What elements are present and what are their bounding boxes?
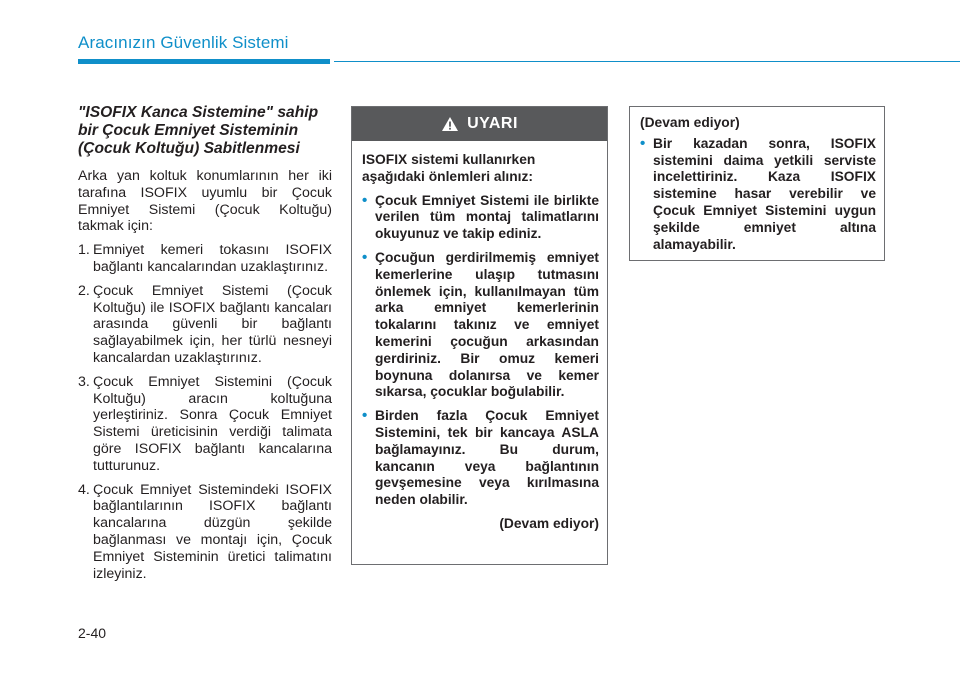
step-number: 3. <box>78 373 90 390</box>
bullet-dot-icon: • <box>640 134 646 152</box>
warning-bullet <box>362 408 599 509</box>
warning-bullet-text: Çocuğun gerdirilmemiş emniyet kemerlerine ulaşıp tutmasını önlemek için, kullanılmayan tüm arka emniyet kemerlerinin tokalarını takınız ve emniyet kemerini çocuğun arkasından gerdiriniz. Bir omuz kemeri boynuna dolanırsa ve kemer sıkarsa, çocuklar boğulabilir. <box>375 249 599 400</box>
warning-intro: ISOFIX sistemi kullanırken aşağıdaki önlemleri alınız: <box>362 152 536 184</box>
step-item <box>78 374 332 475</box>
warning-triangle-icon <box>441 116 459 132</box>
continued-bullet <box>640 136 876 254</box>
bullet-dot-icon: • <box>362 248 368 266</box>
steps-list <box>78 242 332 582</box>
step-text: Çocuk Emniyet Sistemi (Çocuk Koltuğu) ile ISOFIX bağlantı kancaları arasında güvenli bir bağlantı sağlayabilmek için, her türlü nesneyi kancalardan uzaklaştırınız. <box>93 282 332 366</box>
warning-bullet <box>362 250 599 401</box>
page-number: 2-40 <box>78 625 107 641</box>
step-item <box>78 242 332 276</box>
continued-box <box>629 106 885 261</box>
step-item <box>78 482 332 583</box>
warning-bullet-text: Birden fazla Çocuk Emniyet Sistemini, tek bir kancaya ASLA bağlamayınız. Bu durum, kancanın veya bağlantının gevşemesine veya kırılmasına neden olabilir. <box>375 408 599 508</box>
continued-bullets <box>640 136 876 254</box>
step-number: 4. <box>78 481 90 498</box>
continued-bullet-text: Bir kazadan sonra, ISOFIX sistemini daima yetkili serviste incelettiriniz. Kaza ISOFIX sistemine hasar verebilir ve Çocuk Emniyet Sistemini uygun şekilde emniyet altına alamayabilir. <box>653 135 876 252</box>
section-title: Aracınızın Güvenlik Sistemi <box>78 33 289 52</box>
step-text: Çocuk Emniyet Sistemini (Çocuk Koltuğu) aracın koltuğuna yerleştiriniz. Sonra Çocuk Emniyet Sistemi üreticisinin verdiği talimata göre ISOFIX bağlantı kancalarına tutturunuz. <box>93 373 332 474</box>
warning-header <box>352 107 607 141</box>
bullet-dot-icon: • <box>362 407 368 425</box>
warning-title: UYARI <box>467 115 518 132</box>
warning-bullet-text: Çocuk Emniyet Sistemi ile birlikte verilen tüm montaj talimatlarını okuyunuz ve takip ediniz. <box>375 192 599 242</box>
header-rule-thick <box>78 59 330 64</box>
step-number: 2. <box>78 282 90 299</box>
left-column <box>78 104 332 589</box>
warning-bullets <box>362 193 599 509</box>
section-heading: "ISOFIX Kanca Sistemine" sahip bir Çocuk Emniyet Sisteminin (Çocuk Koltuğu) Sabitlenmesi <box>78 104 319 157</box>
warning-continued: (Devam ediyor) <box>499 515 599 531</box>
bullet-dot-icon: • <box>362 191 368 209</box>
warning-bullet <box>362 193 599 243</box>
step-number: 1. <box>78 242 90 259</box>
warning-box <box>351 106 608 565</box>
warning-body <box>352 141 607 533</box>
step-text: Emniyet kemeri tokasını ISOFIX bağlantı kancalarından uzaklaştırınız. <box>93 242 332 275</box>
continued-heading: (Devam ediyor) <box>640 115 740 130</box>
header-rule-thin <box>334 61 960 62</box>
step-text: Çocuk Emniyet Sistemindeki ISOFIX bağlantılarının ISOFIX bağlantı kancalarına düzgün şekilde bağlanması ve montajı için, Çocuk Emniyet Sisteminin üretici talimatını izleyiniz. <box>93 481 332 582</box>
intro-paragraph: Arka yan koltuk konumlarının her iki tarafına ISOFIX uyumlu bir Çocuk Emniyet Sistemi (Çocuk Koltuğu) takmak için: <box>78 168 332 235</box>
step-item <box>78 283 332 367</box>
